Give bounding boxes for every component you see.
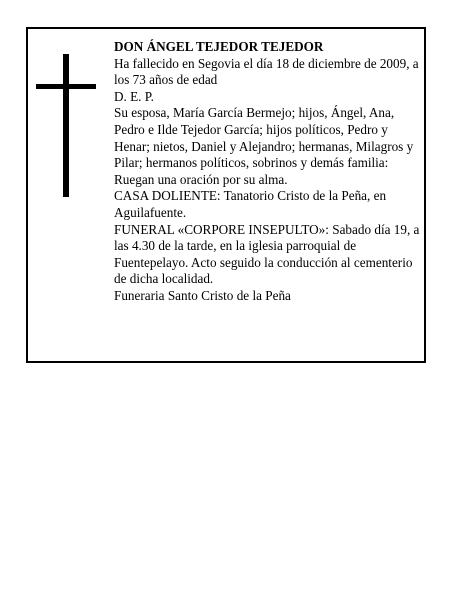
obituary-text <box>114 39 424 305</box>
mourning-house: CASA DOLIENTE: Tanatorio Cristo de la Peña, en Aguilafuente. <box>114 188 387 220</box>
death-announcement: Ha fallecido en Segovia el día 18 de diciembre de 2009, a los 73 años de edad <box>114 55 419 88</box>
funeral-home: Funeraria Santo Cristo de la Peña <box>114 287 291 303</box>
family-list: Su esposa, María García Bermejo; hijos, Ángel, Ana, Pedro e Ilde Tejedor García; hijos políticos, Pedro y Henar; nietos, Daniel y Alejandro; hermanas, Milagros y Pilar; hermanos políticos, sobrinos y demás familia: <box>114 105 414 171</box>
prayer-request: Ruegan una oración por su alma. <box>114 171 288 187</box>
cross-horizontal-bar <box>36 84 96 89</box>
rip-line: D. E. P. <box>114 88 154 104</box>
cross-vertical-bar <box>63 54 69 197</box>
cross-icon <box>36 54 96 197</box>
funeral-details: FUNERAL «CORPORE INSEPULTO»: Sabado día 19, a las 4.30 de la tarde, en la iglesia parroquial de Fuentepelayo. Acto seguido la conducción al cementerio de dicha localidad. <box>114 221 420 287</box>
deceased-name: DON ÁNGEL TEJEDOR TEJEDOR <box>114 39 324 54</box>
